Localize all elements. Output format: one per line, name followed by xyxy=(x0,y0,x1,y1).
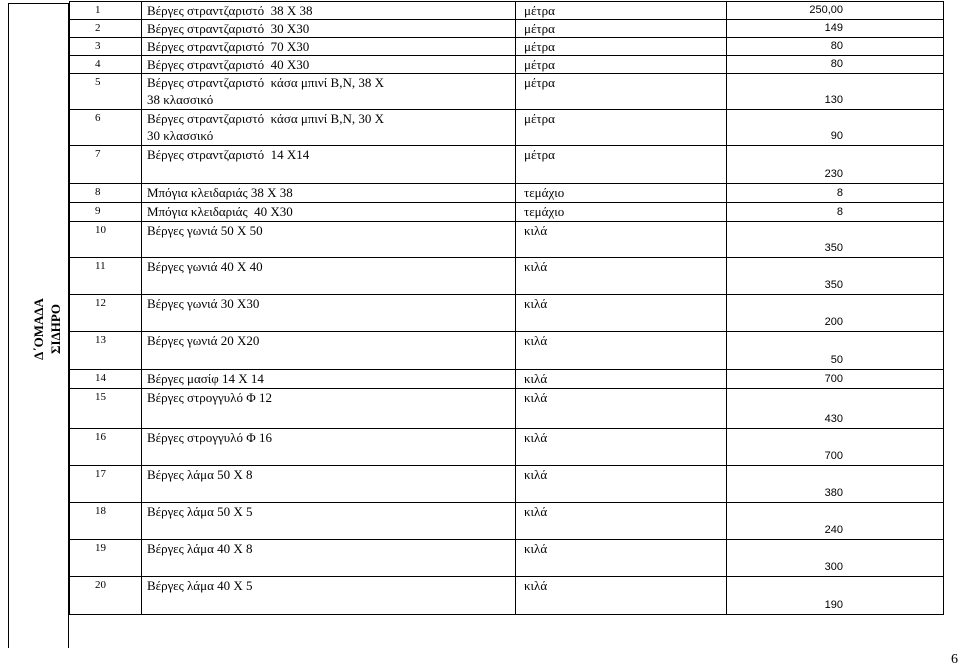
row-description-line1: Βέργες λάμα 40 Χ 5 xyxy=(147,578,253,593)
row-unit: μέτρα xyxy=(516,74,727,110)
row-number: 12 xyxy=(70,295,142,332)
row-description-line1: Βέργες στραντζαριστό 70 Χ30 xyxy=(147,39,310,54)
row-description xyxy=(142,577,516,615)
row-unit: κιλά xyxy=(516,429,727,466)
row-quantity: 230 xyxy=(727,146,944,184)
row-description xyxy=(142,466,516,503)
row-description-line1: Μπόγια κλειδαριάς 40 Χ30 xyxy=(147,204,293,219)
row-unit: κιλά xyxy=(516,503,727,540)
row-number: 16 xyxy=(70,429,142,466)
row-number: 19 xyxy=(70,540,142,577)
row-number: 1 xyxy=(70,2,142,20)
row-number: 15 xyxy=(70,389,142,429)
row-description xyxy=(142,20,516,38)
row-quantity: 190 xyxy=(727,577,944,615)
group-cell xyxy=(8,3,69,648)
row-description-line1: Βέργες λάμα 40 Χ 8 xyxy=(147,541,253,556)
table-row xyxy=(70,146,944,184)
table-row xyxy=(70,203,944,222)
table-row xyxy=(70,429,944,466)
row-number: 4 xyxy=(70,56,142,74)
row-description xyxy=(142,56,516,74)
row-unit: κιλά xyxy=(516,332,727,370)
row-description-line1: Μπόγια κλειδαριάς 38 Χ 38 xyxy=(147,185,293,200)
row-quantity: 350 xyxy=(727,258,944,295)
row-number: 13 xyxy=(70,332,142,370)
row-unit: κιλά xyxy=(516,466,727,503)
row-description xyxy=(142,74,516,110)
row-description xyxy=(142,503,516,540)
table-row xyxy=(70,295,944,332)
row-description-line1: Βέργες μασίφ 14 Χ 14 xyxy=(147,371,264,386)
row-description xyxy=(142,146,516,184)
row-quantity: 700 xyxy=(727,429,944,466)
row-quantity: 8 xyxy=(727,203,944,222)
row-unit: κιλά xyxy=(516,370,727,389)
row-description-line1: Βέργες γωνιά 40 Χ 40 xyxy=(147,259,263,274)
table-row xyxy=(70,38,944,56)
row-description xyxy=(142,389,516,429)
group-label-line1: Δ΄ΟΜΑΔΑ xyxy=(31,298,46,360)
row-description-line1: Βέργες λάμα 50 Χ 8 xyxy=(147,467,253,482)
row-description-line1: Βέργες στραντζαριστό 38 Χ 38 xyxy=(147,3,313,18)
row-description-line2: 30 κλασσικό xyxy=(147,128,214,143)
row-description-line1: Βέργες στρογγυλό Φ 16 xyxy=(147,430,272,445)
row-description xyxy=(142,2,516,20)
row-number: 20 xyxy=(70,577,142,615)
row-description-line1: Βέργες στραντζαριστό κάσα μπινί Β,Ν, 30 Χ xyxy=(147,111,384,126)
row-number: 6 xyxy=(70,110,142,146)
row-number: 9 xyxy=(70,203,142,222)
row-number: 18 xyxy=(70,503,142,540)
row-quantity: 90 xyxy=(727,110,944,146)
table-row xyxy=(70,56,944,74)
row-number: 8 xyxy=(70,184,142,203)
row-quantity: 200 xyxy=(727,295,944,332)
row-description xyxy=(142,295,516,332)
items-table-body xyxy=(70,2,944,615)
row-quantity: 250,00 xyxy=(727,2,944,20)
row-quantity: 50 xyxy=(727,332,944,370)
row-quantity: 80 xyxy=(727,38,944,56)
table-row xyxy=(70,540,944,577)
row-quantity: 149 xyxy=(727,20,944,38)
row-description xyxy=(142,540,516,577)
row-quantity: 350 xyxy=(727,222,944,258)
row-description xyxy=(142,184,516,203)
row-quantity: 130 xyxy=(727,74,944,110)
row-quantity: 80 xyxy=(727,56,944,74)
row-number: 17 xyxy=(70,466,142,503)
row-quantity: 380 xyxy=(727,466,944,503)
table-row xyxy=(70,370,944,389)
table-row xyxy=(70,503,944,540)
table-row xyxy=(70,389,944,429)
row-description-line2: 38 κλασσικό xyxy=(147,92,214,107)
table-row xyxy=(70,74,944,110)
row-unit: τεμάχιο xyxy=(516,184,727,203)
row-unit: μέτρα xyxy=(516,2,727,20)
table-row xyxy=(70,332,944,370)
row-description-line1: Βέργες στρογγυλό Φ 12 xyxy=(147,390,272,405)
row-unit: κιλά xyxy=(516,540,727,577)
row-description xyxy=(142,203,516,222)
row-description xyxy=(142,258,516,295)
row-unit: μέτρα xyxy=(516,38,727,56)
row-description xyxy=(142,222,516,258)
row-unit: μέτρα xyxy=(516,56,727,74)
row-quantity: 430 xyxy=(727,389,944,429)
row-description xyxy=(142,370,516,389)
row-description xyxy=(142,429,516,466)
row-quantity: 300 xyxy=(727,540,944,577)
row-quantity: 240 xyxy=(727,503,944,540)
row-unit: κιλά xyxy=(516,222,727,258)
row-description-line1: Βέργες στραντζαριστό 40 Χ30 xyxy=(147,57,310,72)
row-description-line1: Βέργες λάμα 50 Χ 5 xyxy=(147,504,253,519)
row-description-line1: Βέργες γωνιά 30 Χ30 xyxy=(147,296,260,311)
row-unit: μέτρα xyxy=(516,146,727,184)
table-row xyxy=(70,258,944,295)
row-description xyxy=(142,110,516,146)
row-number: 10 xyxy=(70,222,142,258)
row-number: 5 xyxy=(70,74,142,110)
table-row xyxy=(70,2,944,20)
row-description-line1: Βέργες στραντζαριστό 14 Χ14 xyxy=(147,147,310,162)
row-number: 7 xyxy=(70,146,142,184)
row-unit: κιλά xyxy=(516,295,727,332)
row-description xyxy=(142,38,516,56)
row-description-line1: Βέργες στραντζαριστό 30 Χ30 xyxy=(147,21,310,36)
row-number: 11 xyxy=(70,258,142,295)
table-row xyxy=(70,466,944,503)
group-label-line2: ΣΙΔΗΡΟ xyxy=(48,304,63,354)
row-unit: μέτρα xyxy=(516,20,727,38)
row-description-line1: Βέργες γωνιά 50 Χ 50 xyxy=(147,223,263,238)
row-description xyxy=(142,332,516,370)
row-quantity: 8 xyxy=(727,184,944,203)
table-row xyxy=(70,110,944,146)
items-table xyxy=(69,1,944,615)
group-label xyxy=(30,298,64,360)
row-number: 2 xyxy=(70,20,142,38)
table-row xyxy=(70,222,944,258)
table-row xyxy=(70,577,944,615)
row-description-line1: Βέργες στραντζαριστό κάσα μπινί Β,Ν, 38 Χ xyxy=(147,75,384,90)
row-unit: κιλά xyxy=(516,577,727,615)
row-unit: κιλά xyxy=(516,258,727,295)
row-unit: μέτρα xyxy=(516,110,727,146)
row-number: 3 xyxy=(70,38,142,56)
row-unit: τεμάχιο xyxy=(516,203,727,222)
row-description-line1: Βέργες γωνιά 20 Χ20 xyxy=(147,333,260,348)
table-row xyxy=(70,20,944,38)
row-number: 14 xyxy=(70,370,142,389)
page-number: 6 xyxy=(951,652,958,667)
table-row xyxy=(70,184,944,203)
row-unit: κιλά xyxy=(516,389,727,429)
row-quantity: 700 xyxy=(727,370,944,389)
